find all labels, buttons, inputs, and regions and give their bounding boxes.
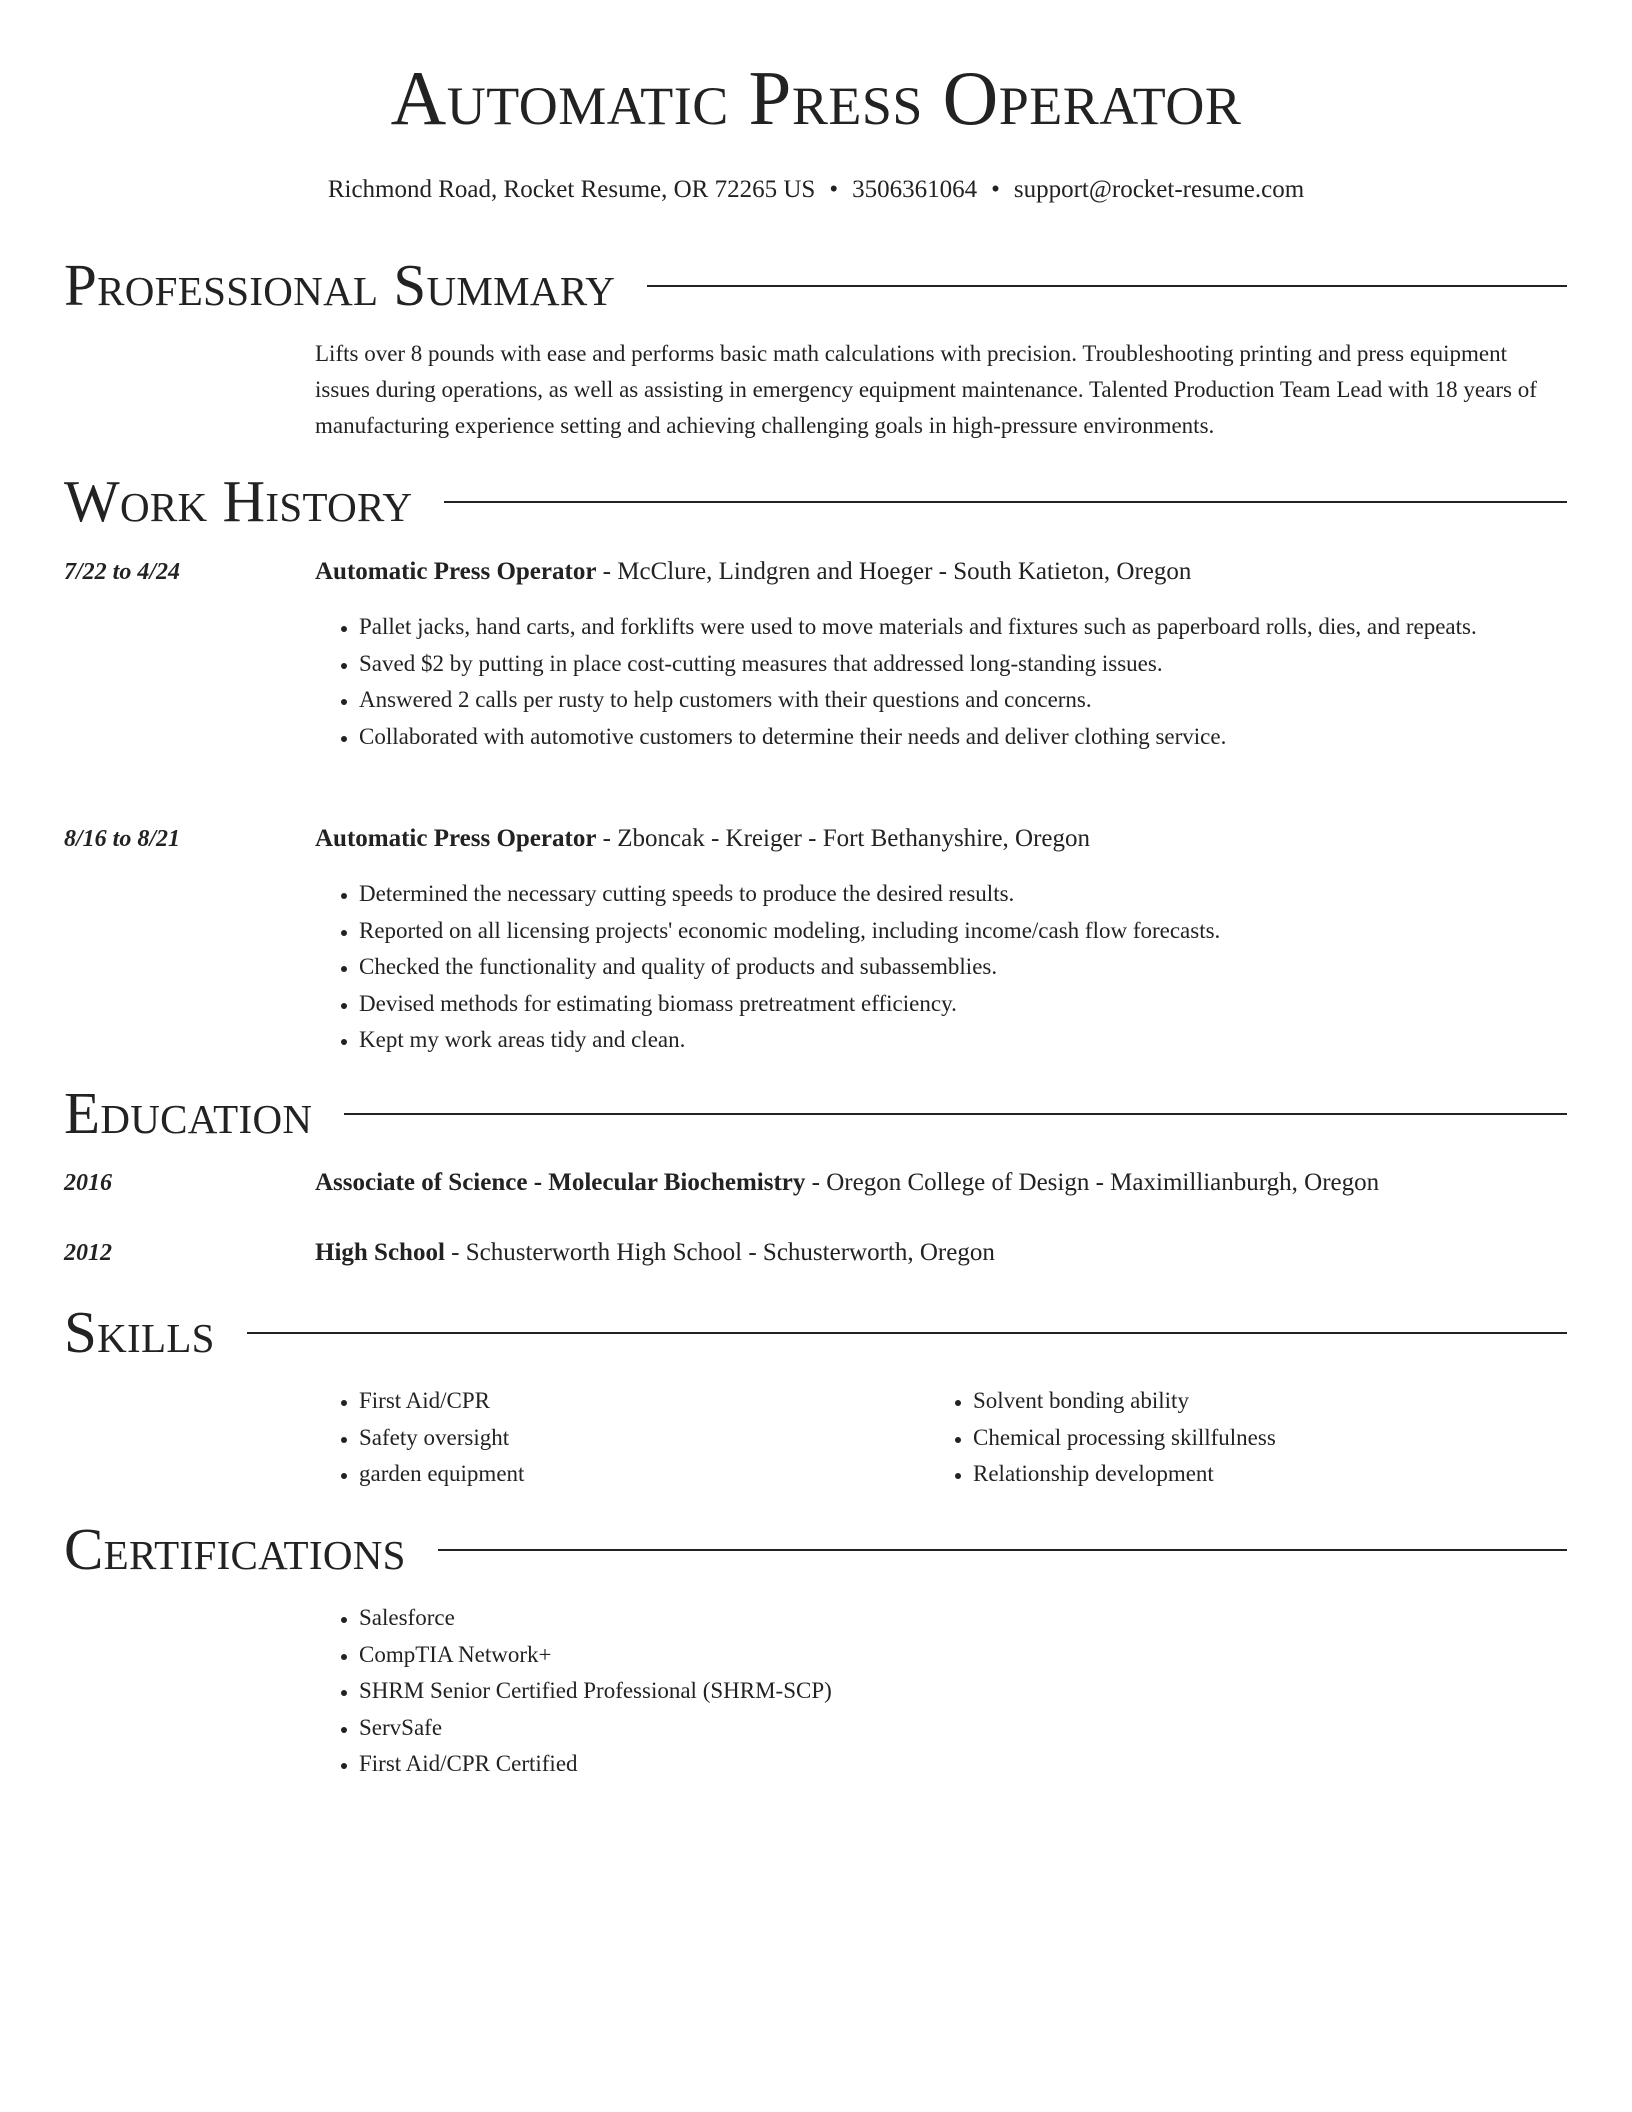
section-header-work: [64, 468, 1567, 534]
skills-list-right: [929, 1383, 1549, 1493]
job-bullets: [315, 876, 1545, 1059]
job-dates: 8/16 to 8/21: [64, 826, 181, 852]
job-dates: 7/22 to 4/24: [64, 559, 181, 585]
list-item: • ServSafe: [359, 1710, 1545, 1747]
list-item: • Relationship development: [973, 1456, 1549, 1493]
contact-address: Richmond Road, Rocket Resume, OR 72265 US: [327, 176, 816, 203]
job-bullets: [315, 609, 1545, 755]
list-item: • Saved $2 by putting in place cost-cutting measures that addressed long-standing issues.: [359, 646, 1545, 683]
list-item: • Checked the functionality and quality of products and subassemblies.: [359, 949, 1545, 986]
section-title-skills: Skills: [64, 1299, 215, 1365]
job-details: - Zboncak - Kreiger - Fort Bethanyshire, Oregon: [596, 825, 1091, 852]
list-item: • CompTIA Network+: [359, 1637, 1545, 1674]
section-title-work: Work History: [64, 468, 413, 534]
education-degree: Associate of Science - Molecular Biochemistry: [315, 1169, 806, 1196]
contact-line: [0, 172, 1632, 208]
section-title-summary: Professional Summary: [64, 252, 616, 318]
list-item: • Reported on all licensing projects' economic modeling, including income/cash flow forecasts.: [359, 913, 1545, 950]
list-item: • Kept my work areas tidy and clean.: [359, 1022, 1545, 1059]
certifications-list: [315, 1600, 1545, 1783]
list-item: • garden equipment: [359, 1456, 915, 1493]
list-item: • Collaborated with automotive customers to determine their needs and deliver clothing service.: [359, 719, 1545, 756]
section-header-education: [64, 1080, 1567, 1146]
list-item: • Salesforce: [359, 1600, 1545, 1637]
education-entry: [315, 1165, 1565, 1201]
job-title: Automatic Press Operator: [315, 558, 597, 585]
section-header-certifications: [64, 1516, 1567, 1582]
education-entry: [315, 1235, 1565, 1271]
skills-list-left: [315, 1383, 915, 1493]
section-divider: [247, 1332, 1567, 1334]
list-item: • Safety oversight: [359, 1420, 915, 1457]
job-heading: [315, 554, 1565, 590]
list-item: • Devised methods for estimating biomass pretreatment efficiency.: [359, 986, 1545, 1023]
education-details: - Oregon College of Design - Maximillianburgh, Oregon: [805, 1169, 1380, 1196]
list-item: • First Aid/CPR Certified: [359, 1746, 1545, 1783]
job-details: - McClure, Lindgren and Hoeger - South Katieton, Oregon: [596, 558, 1192, 585]
list-item: • Determined the necessary cutting speeds to produce the desired results.: [359, 876, 1545, 913]
education-degree: High School: [315, 1239, 445, 1266]
section-divider: [647, 285, 1567, 287]
candidate-name: Automatic Press Operator: [390, 55, 1242, 141]
contact-email: support@rocket-resume.com: [1013, 176, 1305, 203]
section-title-education: Education: [64, 1080, 313, 1146]
section-title-certifications: Certifications: [64, 1516, 406, 1582]
list-item: • Solvent bonding ability: [973, 1383, 1549, 1420]
job-heading: [315, 821, 1565, 857]
section-header-skills: [64, 1299, 1567, 1365]
summary-text: Lifts over 8 pounds with ease and performs basic math calculations with precision. Troubleshooting printing and press equipment issues during operations, as well as assisting in emergency equipment maintenance. Talented Production Team Lead with 18 years of manufacturing experience setting and achieving challenging goals in high-pressure environments.: [315, 341, 1537, 438]
education-details: - Schusterworth High School - Schusterworth, Oregon: [444, 1239, 995, 1266]
contact-phone: 3506361064: [852, 176, 978, 203]
education-year: 2016: [64, 1170, 112, 1196]
contact-separator: •: [991, 176, 1000, 203]
section-divider: [344, 1113, 1567, 1115]
contact-separator: •: [829, 176, 839, 203]
section-header-summary: [64, 252, 1567, 318]
list-item: • Chemical processing skillfulness: [973, 1420, 1549, 1457]
list-item: • SHRM Senior Certified Professional (SHRM-SCP): [359, 1673, 1545, 1710]
section-divider: [444, 501, 1567, 503]
list-item: • Pallet jacks, hand carts, and forklifts were used to move materials and fixtures such as paperboard rolls, dies, and repeats.: [359, 609, 1545, 646]
job-title: Automatic Press Operator: [315, 825, 597, 852]
education-year: 2012: [64, 1240, 112, 1266]
list-item: • Answered 2 calls per rusty to help customers with their questions and concerns.: [359, 682, 1545, 719]
list-item: • First Aid/CPR: [359, 1383, 915, 1420]
section-divider: [438, 1549, 1567, 1551]
